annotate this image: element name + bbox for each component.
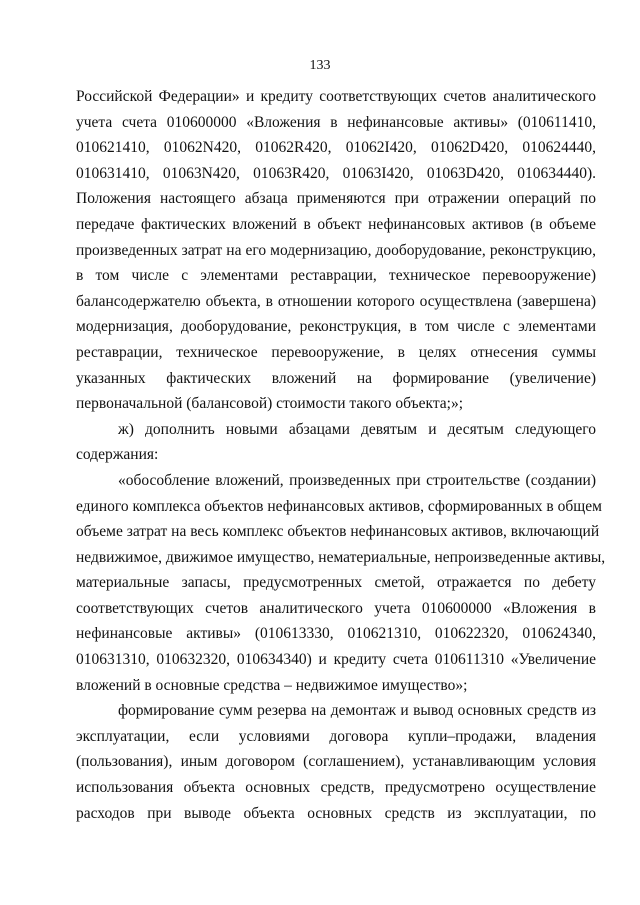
text-line: нефинансовые активы» (010613330, 010621310, 010622320, 010624340, [76, 625, 596, 643]
text-line: материальные запасы, предусмотренных сметой, отражается по дебету [76, 574, 596, 592]
text-line: эксплуатации, если условиями договора купли–продажи, владения [76, 727, 596, 745]
text-line: указанных фактических вложений на формирование (увеличение) [76, 369, 596, 387]
text-line: Российской Федерации» и кредиту соответствующих счетов аналитического [76, 88, 596, 105]
text-line: «обособление вложений, произведенных при строительстве (создании) [118, 471, 596, 489]
text-line: расходов при выводе объекта основных средств из эксплуатации, по [76, 804, 596, 822]
text-line: балансодержателю объекта, в отношении которого осуществлена (завершена) [76, 292, 596, 310]
page-number: 133 [309, 58, 331, 73]
text-line: (пользования), иным договором (соглашением), устанавливающим условия [76, 753, 596, 771]
text-line: 010621410, 01062N420, 01062R420, 01062I420, 01062D420, 010624440, [76, 139, 596, 157]
text-line: в том числе с элементами реставрации, техническое перевооружение) [76, 267, 596, 285]
text-line: ж) дополнить новыми абзацами девятым и десятым следующего [118, 420, 596, 438]
text-line: Положения настоящего абзаца применяются при отражении операций по [76, 190, 596, 208]
text-line: первоначальной (балансовой) стоимости такого объекта;»; [76, 395, 464, 413]
text-line: недвижимое, движимое имущество, нематериальные, непроизведенные активы, [76, 548, 606, 566]
text-line: передаче фактических вложений в объект нефинансовых активов (в объеме [76, 215, 596, 233]
text-line: произведенных затрат на его модернизацию, дооборудование, реконструкцию, [76, 241, 596, 259]
text-line: использования объекта основных средств, предусмотрено осуществление [76, 779, 596, 797]
text-line: единого комплекса объектов нефинансовых активов, сформированных в общем [76, 497, 602, 515]
text-line: содержания: [76, 446, 159, 464]
text-line: учета счета 010600000 «Вложения в нефинансовые активы» (010611410, [76, 113, 596, 131]
text-line: объеме затрат на весь комплекс объектов нефинансовых активов, включающий [76, 523, 600, 541]
text-line: 010631310, 010632320, 010634340) и кредиту счета 010611310 «Увеличение [76, 651, 596, 669]
text-line: модернизация, дооборудование, реконструкция, в том числе с элементами [76, 318, 596, 336]
text-line: реставрации, техническое перевооружение, в целях отнесения суммы [76, 343, 596, 361]
text-line: соответствующих счетов аналитического учета 010600000 «Вложения в [76, 599, 596, 617]
text-line: формирование сумм резерва на демонтаж и вывод основных средств из [118, 702, 596, 720]
text-line: 010631410, 01063N420, 01063R420, 01063I420, 01063D420, 010634440). [76, 164, 596, 182]
body-text [76, 84, 606, 826]
text-line: вложений в основные средства – недвижимое имущество»; [76, 676, 468, 694]
